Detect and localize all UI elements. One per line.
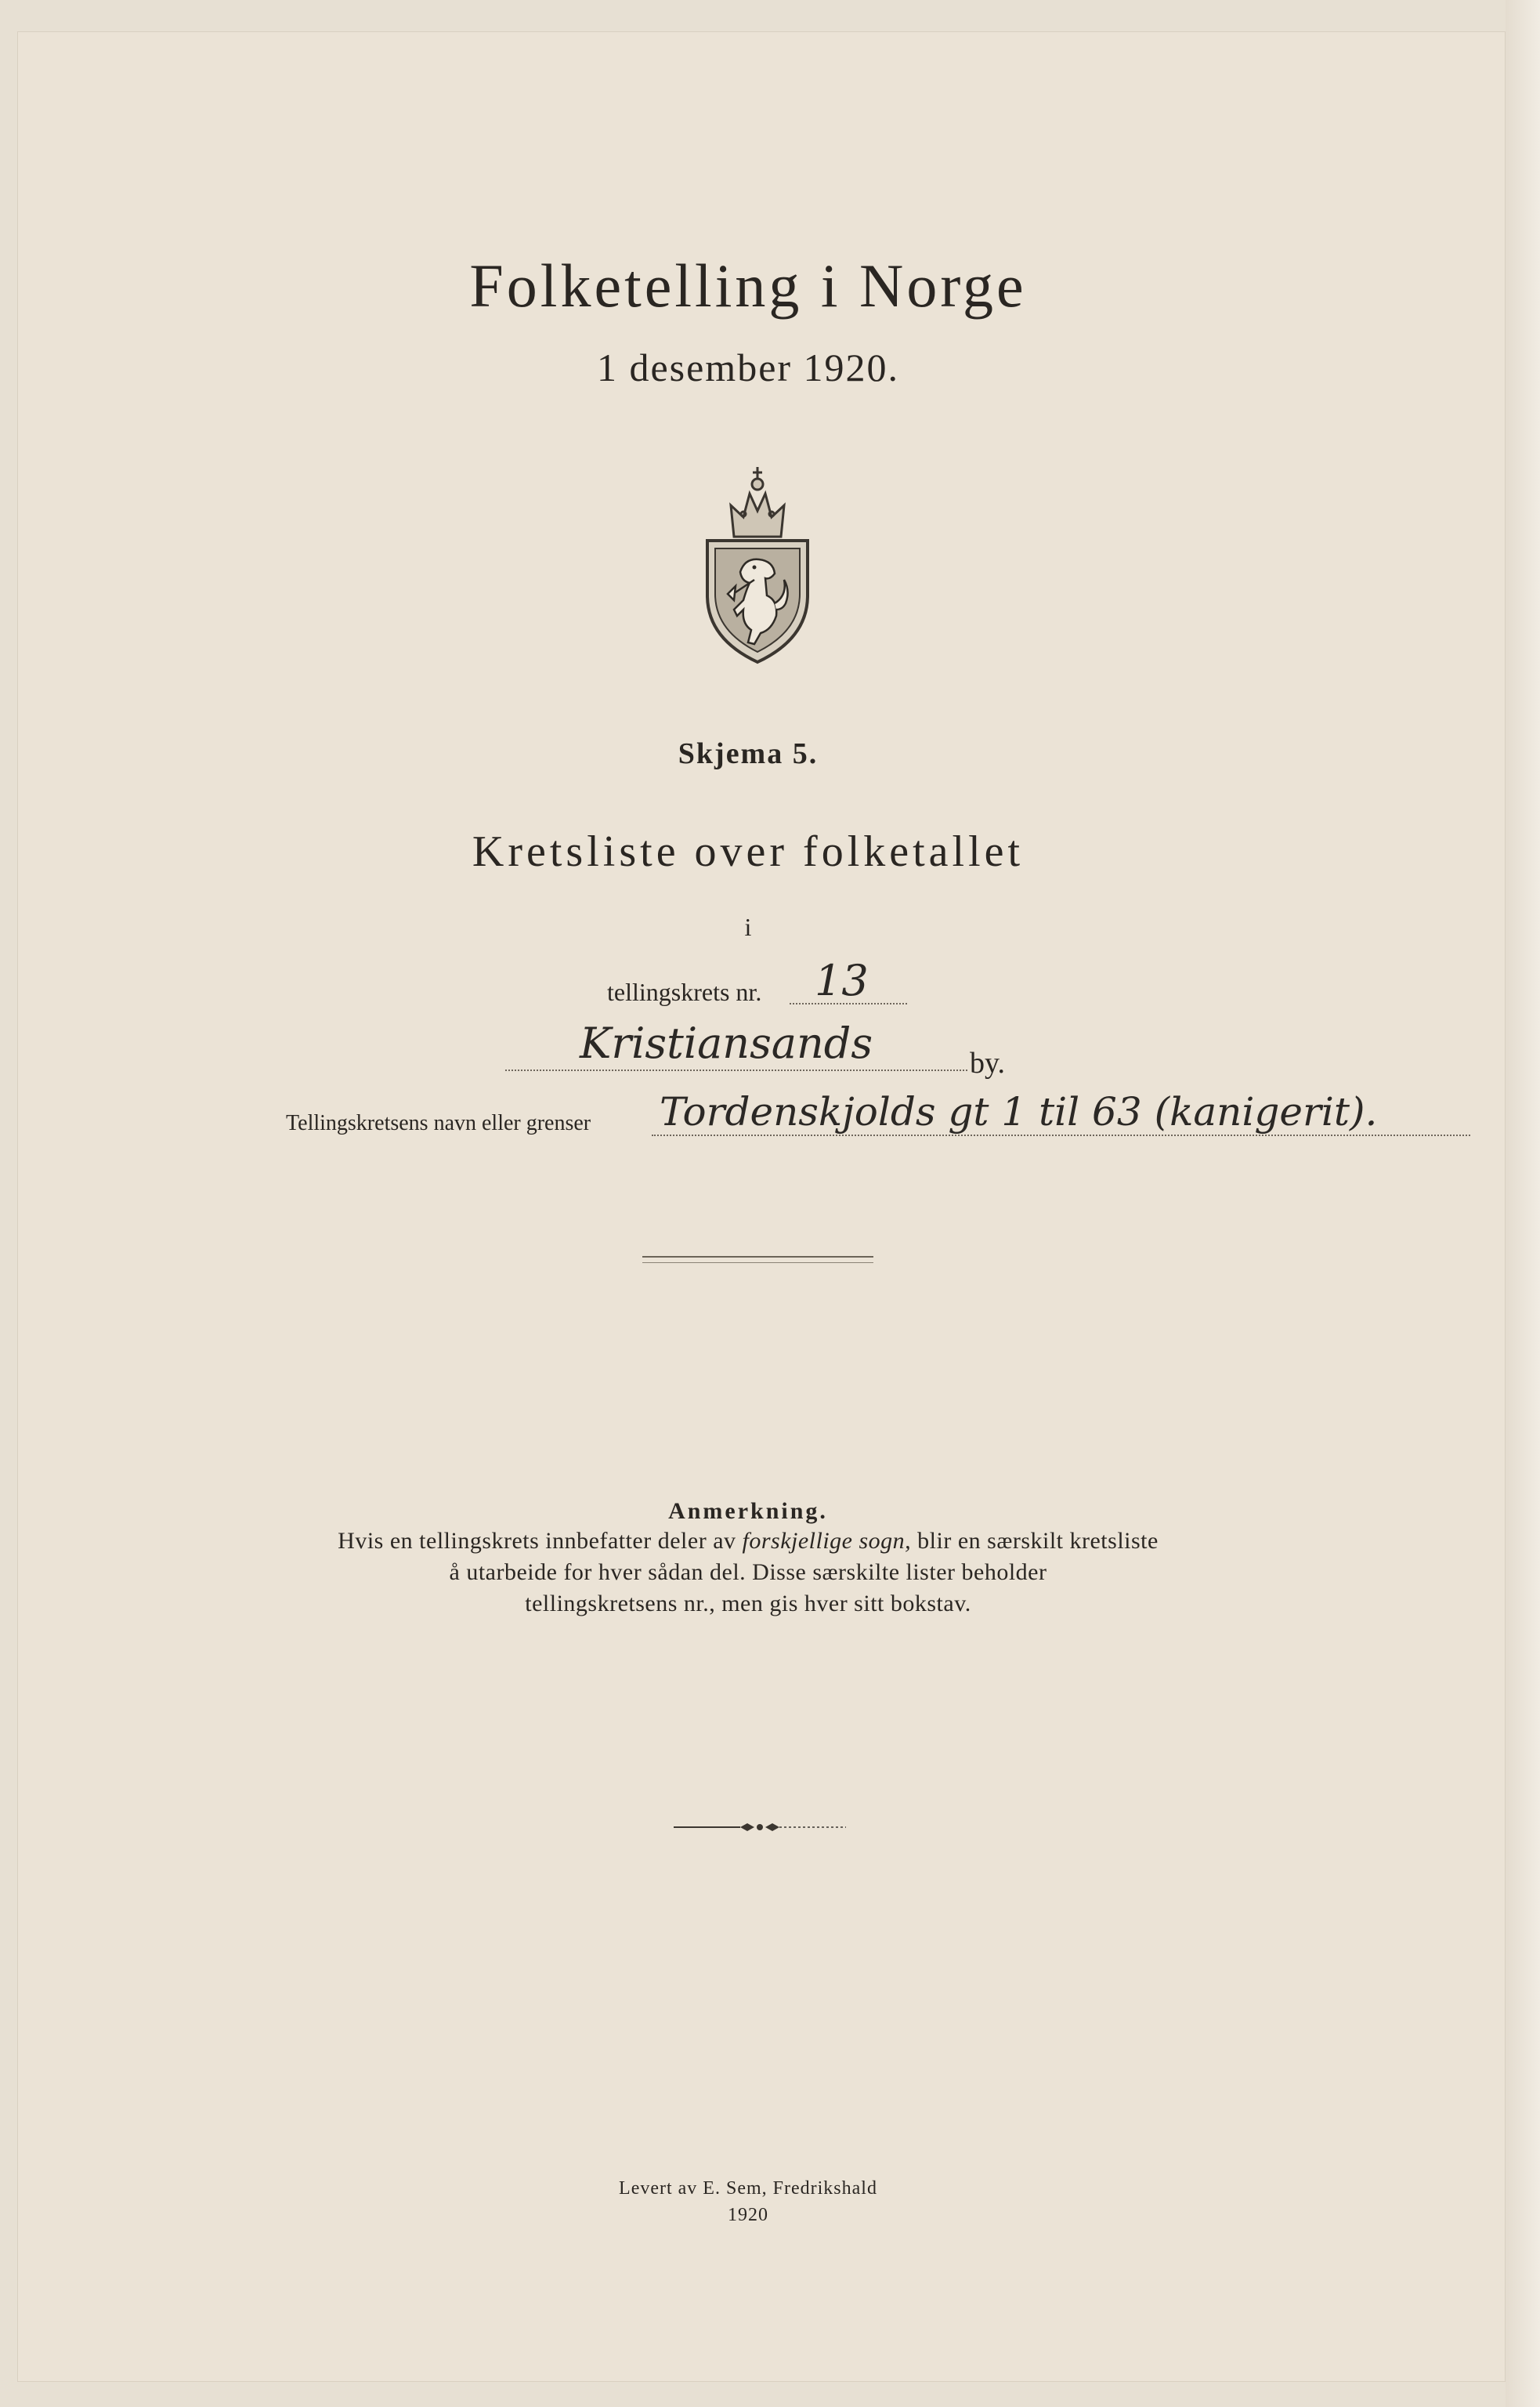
page-edge bbox=[1506, 0, 1540, 2407]
printer-credit: Levert av E. Sem, Fredrikshald bbox=[619, 2178, 877, 2199]
note-text: Hvis en tellingskrets innbefatter deler av bbox=[338, 1528, 743, 1554]
town-line bbox=[505, 1070, 967, 1071]
town-suffix: by. bbox=[970, 1047, 1006, 1080]
printer-year: 1920 bbox=[728, 2205, 768, 2225]
section-divider bbox=[642, 1256, 873, 1263]
town-value: Kristiansands bbox=[580, 1019, 873, 1068]
note-text: blir en særskilt kretsliste bbox=[911, 1528, 1159, 1554]
schema-number: Skjema 5. bbox=[678, 737, 819, 770]
page-title: Folketelling i Norge bbox=[469, 252, 1027, 320]
district-number-label: tellingskrets nr. bbox=[607, 978, 762, 1006]
note-line-3: tellingskretsens nr., men gis hver sitt bokstav. bbox=[525, 1591, 971, 1616]
district-bounds-label: Tellingskretsens navn eller grenser bbox=[286, 1111, 591, 1135]
note-heading: Anmerkning. bbox=[668, 1498, 828, 1524]
note-line-2: å utarbeide for hver sådan del. Disse særskilte lister beholder bbox=[449, 1559, 1047, 1585]
note-emphasis: forskjellige sogn, bbox=[742, 1528, 912, 1554]
norwegian-coat-of-arms-icon bbox=[700, 462, 815, 666]
census-date: 1 desember 1920. bbox=[596, 346, 900, 389]
connector-text: i bbox=[744, 913, 752, 941]
district-bounds-value: Tordenskjolds gt 1 til 63 (kanigerit). bbox=[660, 1089, 1378, 1135]
district-bounds-line bbox=[652, 1135, 1470, 1136]
note-line-1 bbox=[0, 1528, 1496, 1555]
ornament-divider-icon bbox=[674, 1819, 846, 1835]
form-title: Kretsliste over folketallet bbox=[472, 827, 1025, 876]
district-number-value: 13 bbox=[815, 956, 869, 1005]
